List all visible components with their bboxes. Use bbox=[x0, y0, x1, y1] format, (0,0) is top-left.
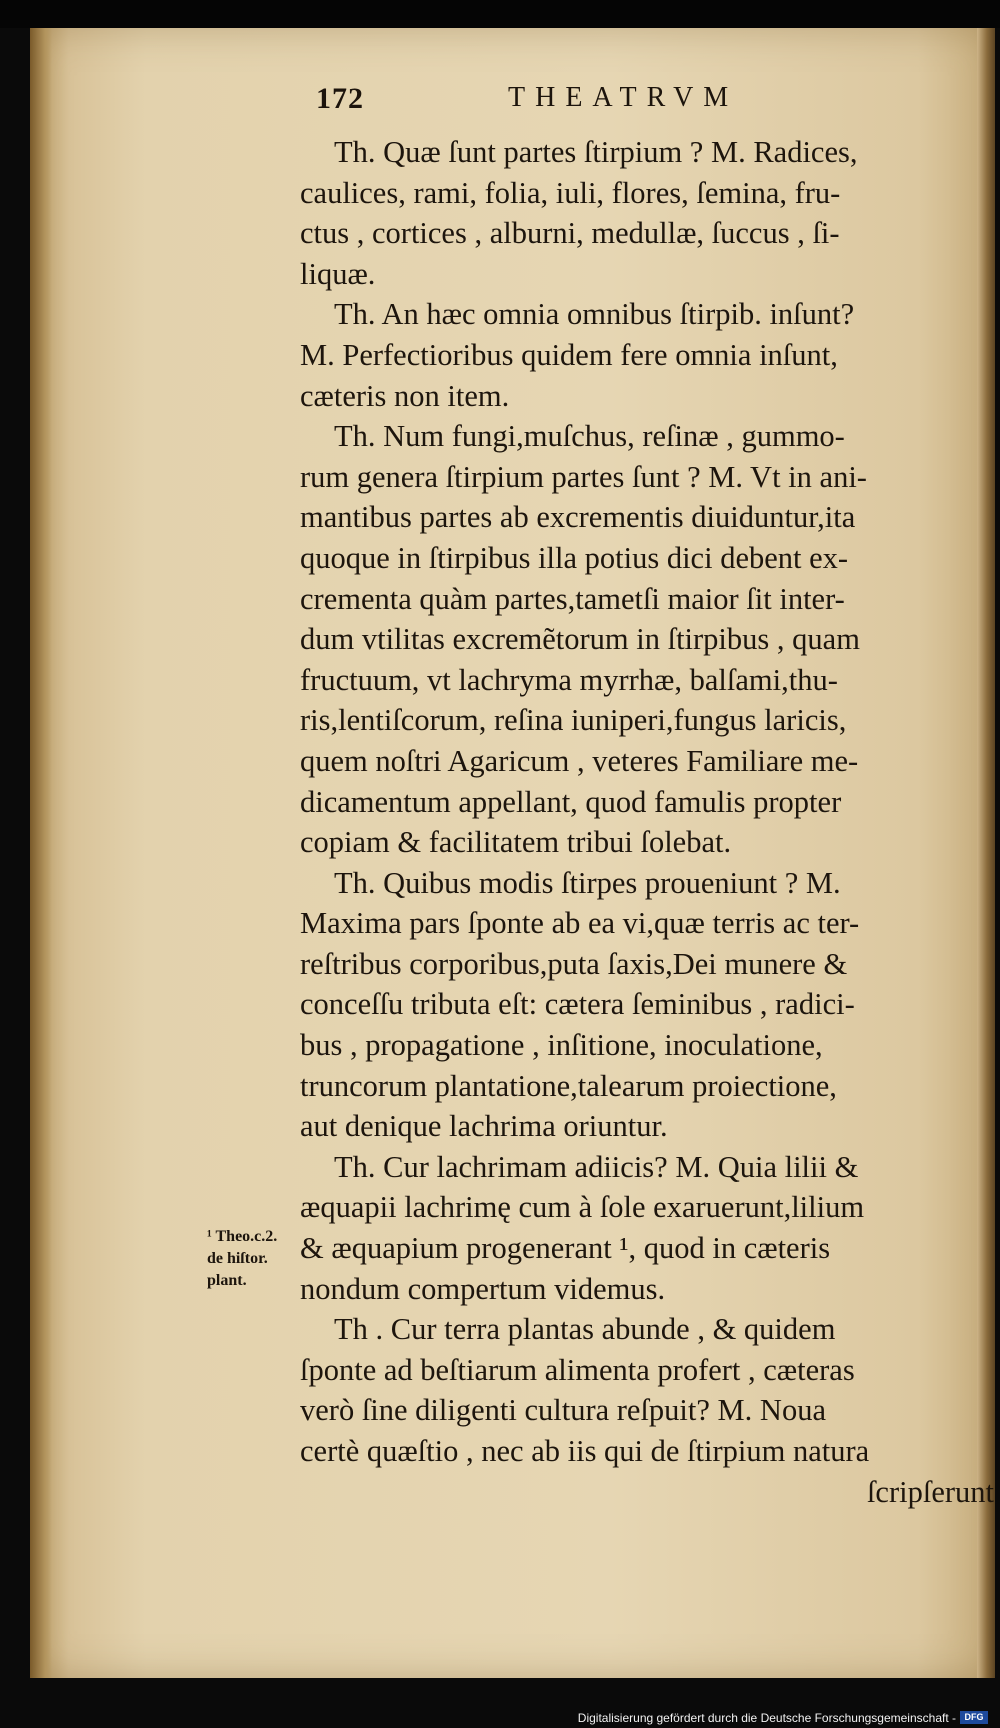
running-head bbox=[308, 60, 908, 115]
marginal-note-line: de hiſtor. bbox=[207, 1250, 268, 1267]
page-number: 172 bbox=[316, 82, 364, 115]
text-line: & æquapium progenerant ¹, quod in cæteris bbox=[300, 1231, 831, 1266]
running-title: THEATRVM bbox=[508, 82, 739, 113]
text-line: Th. Quæ ſunt partes ſtirpium ? M. Radices, bbox=[334, 135, 858, 169]
marginal-note bbox=[207, 1226, 307, 1292]
text-line: verò ſine diligenti cultura reſpuit? M. Noua bbox=[300, 1393, 826, 1428]
text-line: bus , propagatione , inſitione, inoculatione, bbox=[300, 1028, 823, 1063]
text-line: certè quæſtio , nec ab iis qui de ſtirpium natura bbox=[300, 1434, 870, 1468]
text-line: fructuum, vt lachryma myrrhæ, balſami,thu- bbox=[300, 662, 838, 697]
scan-top-border bbox=[0, 0, 1000, 28]
text-line: liquæ. bbox=[300, 256, 376, 291]
text-line: aut denique lachrima oriuntur. bbox=[300, 1109, 668, 1144]
marginal-note-line: ¹ Theo.c.2. bbox=[207, 1228, 278, 1245]
footer-bar bbox=[0, 1708, 1000, 1728]
text-line: æquapii lachrimę cum à ſole exaruerunt,lilium bbox=[300, 1190, 865, 1225]
text-line: dicamentum appellant, quod famulis propter bbox=[300, 784, 842, 819]
text-line: ris,lentiſcorum, reſina iuniperi,fungus laricis, bbox=[300, 703, 847, 738]
text-line: ctus , cortices , alburni, medullæ, ſuccus , ſi- bbox=[300, 216, 840, 251]
text-line: quem noſtri Agaricum , veteres Familiare me- bbox=[300, 743, 859, 778]
text-line: reſtribus corporibus,puta ſaxis,Dei munere & bbox=[300, 946, 848, 981]
text-line: Maxima pars ſponte ab ea vi,quæ terris ac ter- bbox=[300, 906, 860, 941]
text-line: mantibus partes ab excrementis diuiduntur,ita bbox=[300, 500, 856, 535]
text-line: Th. An hæc omnia omnibus ſtirpib. inſunt? bbox=[334, 297, 855, 332]
funding-credit: Digitalisierung gefördert durch die Deutsche Forschungsgemeinschaft - bbox=[577, 1711, 956, 1725]
text-line: nondum compertum videmus. bbox=[300, 1271, 666, 1306]
text-line: ſponte ad beſtiarum alimenta profert , cæteras bbox=[300, 1352, 855, 1387]
text-line: conceſſu tributa eſt: cætera ſeminibus , radici- bbox=[300, 987, 855, 1022]
body-text bbox=[300, 132, 996, 1512]
text-line: crementa quàm partes,tametſi maior ſit inter- bbox=[300, 581, 845, 616]
text-line: dum vtilitas excremẽtorum in ſtirpibus , quam bbox=[300, 622, 860, 657]
text-line: Th. Cur lachrimam adiicis? M. Quia lilii & bbox=[334, 1149, 859, 1184]
marginal-note-line: plant. bbox=[207, 1272, 247, 1289]
text-line: cæteris non item. bbox=[300, 378, 510, 413]
text-line: copiam & facilitatem tribui ſolebat. bbox=[300, 825, 732, 860]
dfg-logo: DFG bbox=[960, 1711, 988, 1724]
page-binding bbox=[30, 28, 52, 1678]
catchword: ſcripſerunt bbox=[866, 1474, 994, 1509]
text-line: rum genera ſtirpium partes ſunt ? M. Vt in ani- bbox=[300, 459, 867, 494]
text-line: Th. Quibus modis ſtirpes proueniunt ? M. bbox=[334, 865, 841, 900]
text-line: quoque in ſtirpibus illa potius dici debent ex- bbox=[300, 540, 849, 575]
text-line: truncorum plantatione,talearum proiectione, bbox=[300, 1068, 837, 1103]
text-line: caulices, rami, folia, iuli, flores, ſemina, fru- bbox=[300, 175, 841, 210]
text-line: Th . Cur terra plantas abunde , & quidem bbox=[334, 1312, 836, 1347]
text-line: M. Perfectioribus quidem fere omnia inſunt, bbox=[300, 337, 838, 372]
text-line: Th. Num fungi,muſchus, reſinæ , gummo- bbox=[334, 419, 845, 454]
